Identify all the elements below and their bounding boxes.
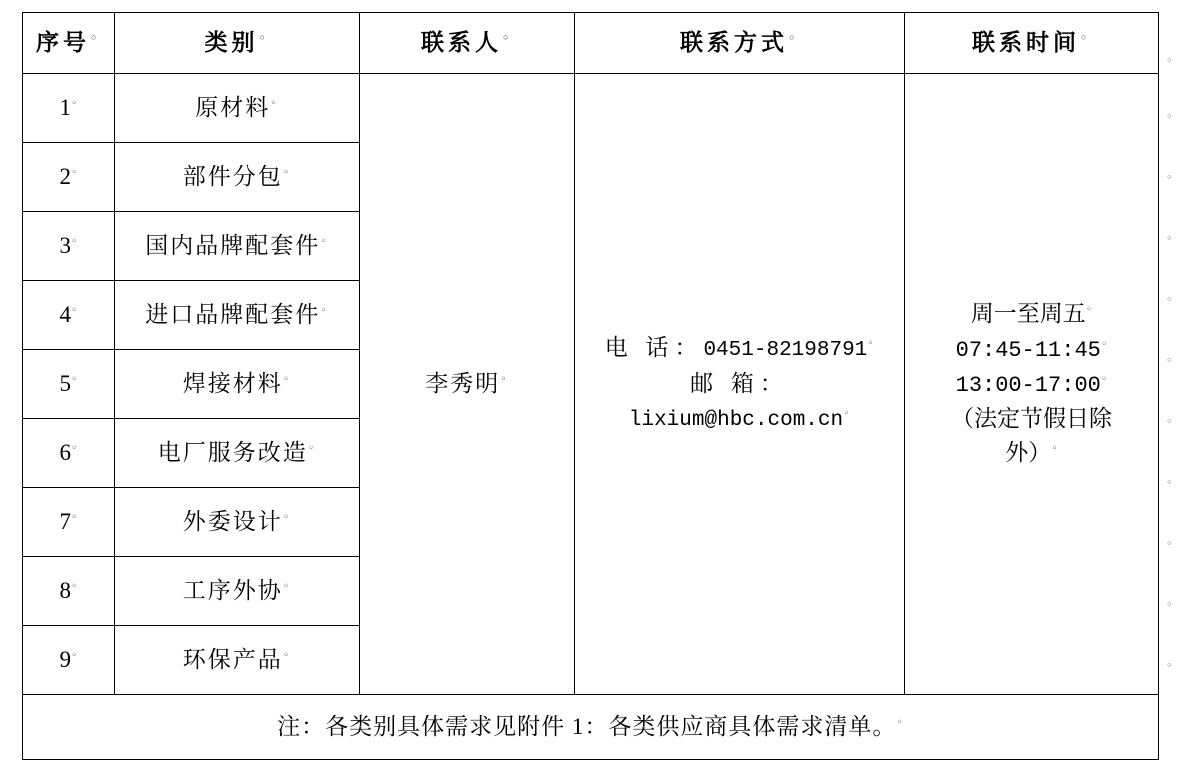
table-note-row: [23, 695, 1159, 760]
row-category: 原材料: [195, 94, 271, 120]
mark-glyph: ◦: [71, 510, 78, 524]
mark-glyph: ◦: [282, 372, 292, 386]
margin-mark: ◦: [1166, 54, 1173, 67]
mark-glyph: ◦: [320, 234, 329, 248]
row-no: 6: [59, 439, 71, 465]
mark-glyph: ◦: [896, 715, 904, 729]
time-weekdays: 周一至周五: [970, 301, 1086, 327]
cell-no: [23, 74, 115, 143]
mark-glyph: ◦: [71, 441, 78, 455]
time-line-2: [907, 332, 1156, 367]
margin-mark: ◦: [1166, 659, 1173, 672]
mark-glyph: ◦: [270, 96, 279, 110]
cell-no: [23, 350, 115, 419]
mark-glyph: ◦: [282, 579, 292, 593]
note-text: 注：各类别具体需求见附件 1：各类供应商具体需求清单。: [277, 713, 897, 739]
column-header-person: [360, 13, 575, 74]
mark-glyph: ◦: [258, 31, 270, 45]
row-no: 9: [59, 646, 71, 672]
row-category: 焊接材料: [182, 370, 283, 396]
mark-glyph: ◦: [282, 165, 292, 179]
header-text: 序号: [35, 29, 90, 55]
cell-note: [23, 695, 1159, 760]
margin-mark: ◦: [1166, 537, 1173, 550]
mark-glyph: ◦: [501, 31, 514, 45]
time-holiday-note-1: （法定节假日除: [951, 405, 1112, 431]
contact-email-line: [577, 401, 902, 437]
row-no: 4: [59, 301, 71, 327]
header-text: 类别: [204, 29, 259, 55]
row-no: 5: [59, 370, 71, 396]
row-category: 电厂服务改造: [157, 439, 308, 465]
cell-category: [115, 626, 360, 695]
cell-contact-person: [360, 74, 575, 695]
header-text: 联系方式: [679, 29, 788, 55]
time-holiday-note-2: 外）: [1005, 440, 1052, 466]
cell-no: [23, 626, 115, 695]
time-afternoon: 13:00-17:00: [955, 372, 1101, 398]
cell-no: [23, 488, 115, 557]
mark-glyph: ◦: [843, 406, 851, 420]
cell-category: [115, 281, 360, 350]
margin-mark: ◦: [1166, 415, 1173, 428]
cell-category: [115, 488, 360, 557]
row-no: 2: [59, 163, 71, 189]
phone-value: 0451-82198791: [703, 339, 868, 363]
row-no: 8: [59, 577, 71, 603]
column-header-no: [23, 13, 115, 74]
row-category: 外委设计: [182, 508, 283, 534]
margin-mark: ◦: [1166, 171, 1173, 184]
contact-email-label-line: [577, 367, 902, 402]
mark-glyph: ◦: [320, 303, 329, 317]
mark-glyph: ◦: [787, 31, 800, 45]
phone-label: 电 话：: [604, 335, 704, 361]
mark-glyph: ◦: [1051, 441, 1058, 455]
mark-glyph: ◦: [71, 303, 78, 317]
cell-contact-time: [905, 74, 1159, 695]
email-label: 邮 箱：: [690, 370, 789, 396]
mark-glyph: ◦: [282, 510, 292, 524]
header-text: 联系人: [420, 29, 502, 55]
contact-person-name: 李秀明: [425, 370, 501, 396]
row-no: 1: [59, 94, 71, 120]
cell-no: [23, 419, 115, 488]
row-category: 工序外协: [182, 577, 283, 603]
email-value: lixium@hbc.com.cn: [628, 409, 844, 433]
margin-mark: ◦: [1166, 232, 1173, 245]
cell-category: [115, 419, 360, 488]
column-header-category: [115, 13, 360, 74]
cell-no: [23, 212, 115, 281]
mark-glyph: ◦: [307, 441, 317, 455]
time-morning: 07:45-11:45: [955, 337, 1101, 363]
document-page: [0, 12, 1188, 739]
margin-mark: ◦: [1166, 110, 1173, 123]
cell-category: [115, 74, 360, 143]
cell-no: [23, 143, 115, 212]
row-category: 部件分包: [182, 163, 283, 189]
row-no: 3: [59, 232, 71, 258]
cell-no: [23, 557, 115, 626]
row-category: 进口品牌配套件: [145, 301, 321, 327]
row-category: 环保产品: [182, 646, 283, 672]
table-row: [23, 74, 1159, 143]
time-line-5: [907, 436, 1156, 471]
margin-mark: ◦: [1166, 354, 1173, 367]
time-line-4: [907, 402, 1156, 437]
margin-mark: ◦: [1166, 293, 1173, 306]
cell-category: [115, 212, 360, 281]
contact-phone-line: [577, 331, 902, 367]
margin-mark: ◦: [1166, 598, 1173, 611]
cell-no: [23, 281, 115, 350]
time-line-1: [907, 297, 1156, 332]
mark-glyph: ◦: [500, 372, 509, 386]
column-header-time: [905, 13, 1159, 74]
header-text: 联系时间: [971, 29, 1080, 55]
mark-glyph: ◦: [71, 579, 78, 593]
mark-glyph: ◦: [89, 31, 102, 45]
cell-contact-info: [575, 74, 905, 695]
table-header-row: [23, 13, 1159, 74]
cell-category: [115, 557, 360, 626]
row-category: 国内品牌配套件: [145, 232, 321, 258]
column-header-contact: [575, 13, 905, 74]
mark-glyph: ◦: [71, 372, 78, 386]
time-line-3: [907, 367, 1156, 402]
mark-glyph: ◦: [867, 336, 875, 350]
margin-marks: [1166, 24, 1184, 672]
cell-category: [115, 143, 360, 212]
mark-glyph: ◦: [71, 96, 78, 110]
mark-glyph: ◦: [71, 234, 78, 248]
mark-glyph: ◦: [282, 648, 292, 662]
mark-glyph: ◦: [1100, 372, 1108, 386]
mark-glyph: ◦: [71, 165, 78, 179]
row-no: 7: [59, 508, 71, 534]
mark-glyph: ◦: [1085, 302, 1093, 316]
mark-glyph: ◦: [1100, 337, 1108, 351]
cell-category: [115, 350, 360, 419]
mark-glyph: ◦: [1079, 31, 1092, 45]
mark-glyph: ◦: [71, 648, 78, 662]
supplier-contact-table: [22, 12, 1159, 760]
margin-mark: ◦: [1166, 476, 1173, 489]
